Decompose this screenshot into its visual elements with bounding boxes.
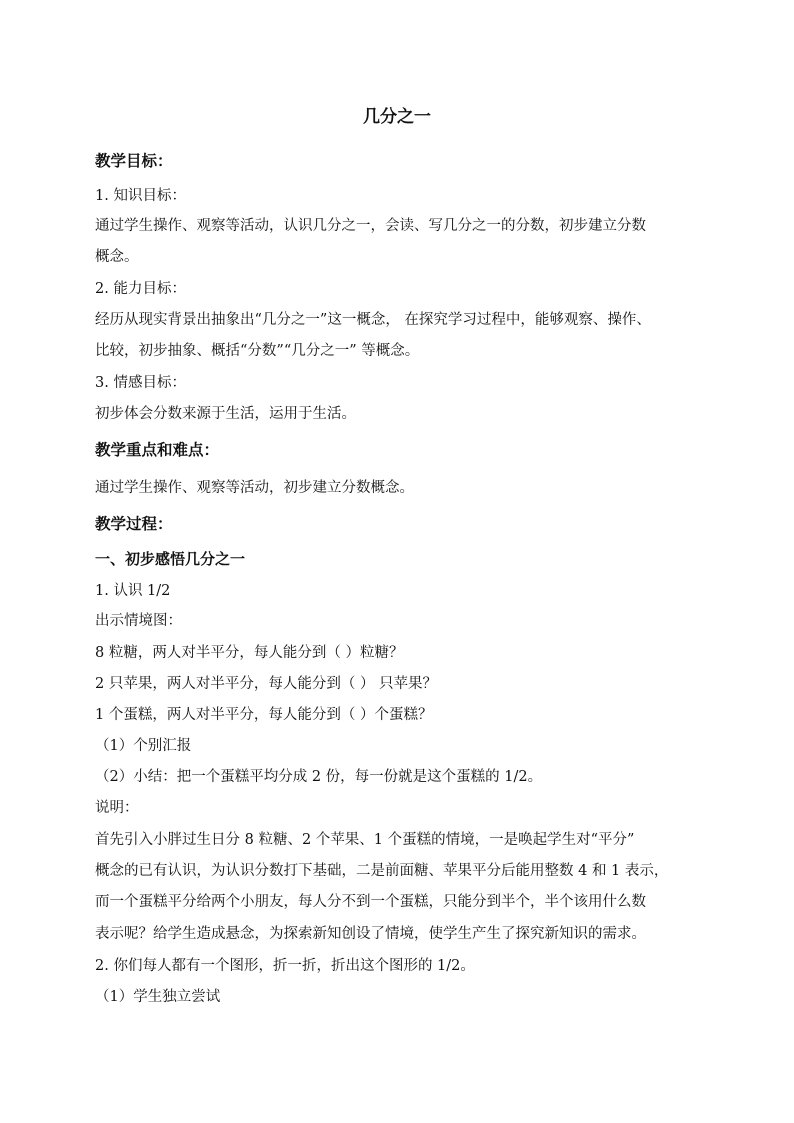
explanation-text-line: 概念的已有认识，为认识分数打下基础，二是前面糖、苹果平分后能用整数 4 和 1 表示， xyxy=(95,863,669,879)
key-points-heading: 教学重点和难点： xyxy=(95,440,220,459)
ability-objective-text-line: 比较，初步抽象、概括“分数”“几分之一” 等概念。 xyxy=(95,343,420,359)
knowledge-objective-text-line: 通过学生操作、观察等活动，认识几分之一，会读、写几分之一的分数，初步建立分数 xyxy=(95,218,646,234)
question-line: 8 粒糖，两人对半平分，每人能分到（ ）粒糖？ xyxy=(95,645,404,661)
emotion-objective-label: 3. 情感目标： xyxy=(95,375,186,391)
process-item-label: 2. 你们每人都有一个图形，折一折，折出这个图形的 1/2。 xyxy=(95,958,475,974)
knowledge-objective-text-line: 概念。 xyxy=(95,249,139,265)
explanation-text-line: 表示呢？给学生造成悬念，为探索新知创设了情境，使学生产生了探究新知识的需求。 xyxy=(95,926,646,942)
emotion-objective-text-line: 初步体会分数来源于生活，运用于生活。 xyxy=(95,406,356,422)
explanation-text-line: 而一个蛋糕平分给两个小朋友，每人分不到一个蛋糕，只能分到半个，半个该用什么数 xyxy=(95,894,646,910)
process-item-label: 1. 认识 1/2 xyxy=(95,583,171,599)
document-title: 几分之一 xyxy=(363,107,431,127)
explanation-label: 说明： xyxy=(95,800,139,816)
process-step-line: （2）小结：把一个蛋糕平均分成 2 份，每一份就是这个蛋糕的 1/2。 xyxy=(95,769,543,785)
process-step-line: （1）个别汇报 xyxy=(95,738,192,754)
process-step-line: （1）学生独立尝试 xyxy=(95,989,221,1005)
question-line: 2 只苹果，两人对半平分，每人能分到（ ） 只苹果？ xyxy=(95,676,438,692)
ability-objective-text-line: 经历从现实背景出抽象出“几分之一”这一概念， 在探究学习过程中，能够观察、操作、 xyxy=(95,312,651,328)
explanation-text-line: 首先引入小胖过生日分 8 粒糖、2 个苹果、1 个蛋糕的情境，一是唤起学生对“平分” xyxy=(95,832,635,848)
process-heading: 教学过程： xyxy=(95,514,173,533)
question-line: 1 个蛋糕，两人对半平分，每人能分到（ ）个蛋糕？ xyxy=(95,707,433,723)
ability-objective-label: 2. 能力目标： xyxy=(95,281,186,297)
objectives-heading: 教学目标： xyxy=(95,151,173,170)
process-text-line: 出示情境图： xyxy=(95,613,182,629)
knowledge-objective-label: 1. 知识目标： xyxy=(95,188,186,204)
key-points-text-line: 通过学生操作、观察等活动，初步建立分数概念。 xyxy=(95,480,414,496)
process-subheading: 一、初步感悟几分之一 xyxy=(95,550,246,568)
